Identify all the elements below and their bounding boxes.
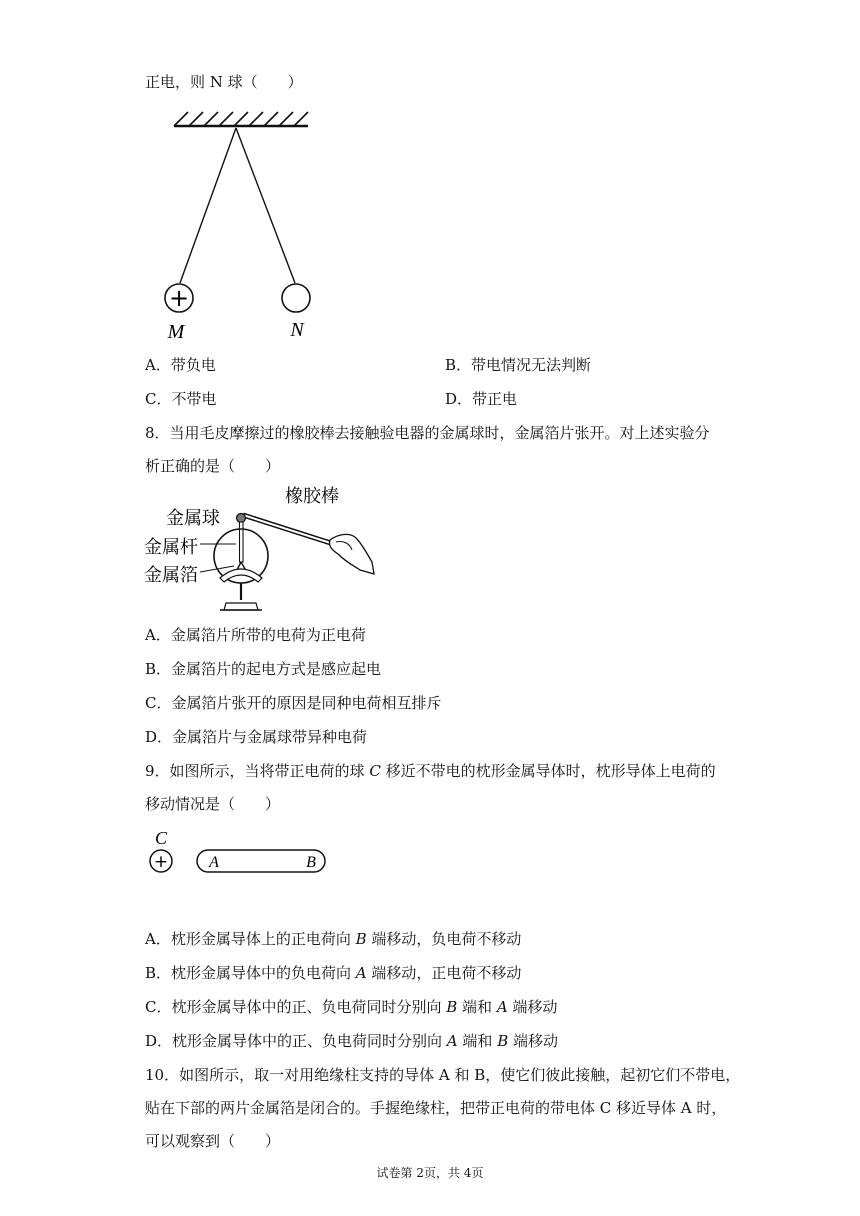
label-ball: 金属球 [166,508,220,529]
thread-n [236,128,295,283]
q8-stem-line1: 8．当用毛皮摩擦过的橡胶棒去接触验电器的金属球时，金属箔片张开。对上述实验分 [145,424,710,442]
q7-pendulum-figure [160,108,320,348]
ball-c-plus: + [153,852,169,872]
label-a: A [209,854,219,871]
label-rod: 橡胶棒 [285,486,339,507]
label-b: B [306,854,316,871]
q9-conductor-figure [140,826,340,878]
metal-pole [240,522,244,562]
label-pole: 金属杆 [144,537,198,558]
hand [329,534,374,574]
label-foil: 金属箔 [144,565,198,586]
q9-option-c[interactable]: C．枕形金属导体中的正、负电荷同时分别向 B 端和 A 端移动 [145,998,558,1016]
label-m: M [167,321,185,343]
q9-option-a[interactable]: A．枕形金属导体上的正电荷向 B 端移动，负电荷不移动 [145,930,522,948]
q8-option-d[interactable]: D．金属箔片与金属球带异种电荷 [145,728,368,746]
q7-stem-tail: 正电，则 N 球（ ） [145,73,303,91]
q9-stem-line1: 9．如图所示，当将带正电荷的球 C 移近不带电的枕形金属导体时，枕形导体上电荷的 [145,762,716,780]
q7-option-b[interactable]: B．带电情况无法判断 [445,356,592,374]
thread-m [180,128,236,283]
ball-n [282,284,310,312]
q10-stem-line1: 10．如图所示，取一对用绝缘柱支持的导体 A 和 B，使它们彼此接触，起初它们不带电， [145,1066,741,1084]
page-footer: 试卷第 2页，共 4页 [376,1166,484,1180]
q9-stem-line2: 移动情况是（ ） [145,795,281,813]
q7-option-d[interactable]: D．带正电 [445,390,518,408]
q9-option-d[interactable]: D．枕形金属导体中的正、负电荷同时分别向 A 端和 B 端移动 [145,1032,558,1050]
q8-option-b[interactable]: B．金属箔片的起电方式是感应起电 [145,660,382,678]
q8-electroscope-figure [140,482,380,614]
q8-stem-line2: 析正确的是（ ） [145,457,281,475]
q8-option-c[interactable]: C．金属箔片张开的原因是同种电荷相互排斥 [145,694,442,712]
ball-m-plus: + [168,284,190,312]
q9-option-b[interactable]: B．枕形金属导体中的负电荷向 A 端移动，正电荷不移动 [145,964,522,982]
label-n: N [290,319,304,341]
q10-stem-line2: 贴在下部的两片金属箔是闭合的。手握绝缘柱，把带正电荷的带电体 C 移近导体 A 时， [145,1099,727,1117]
label-c: C [154,828,168,848]
q7-option-a[interactable]: A．带负电 [145,356,216,374]
q8-option-a[interactable]: A．金属箔片所带的电荷为正电荷 [145,626,366,644]
metal-ball [237,514,246,523]
q7-option-c[interactable]: C．不带电 [145,390,217,408]
q10-stem-line3: 可以观察到（ ） [145,1132,281,1150]
